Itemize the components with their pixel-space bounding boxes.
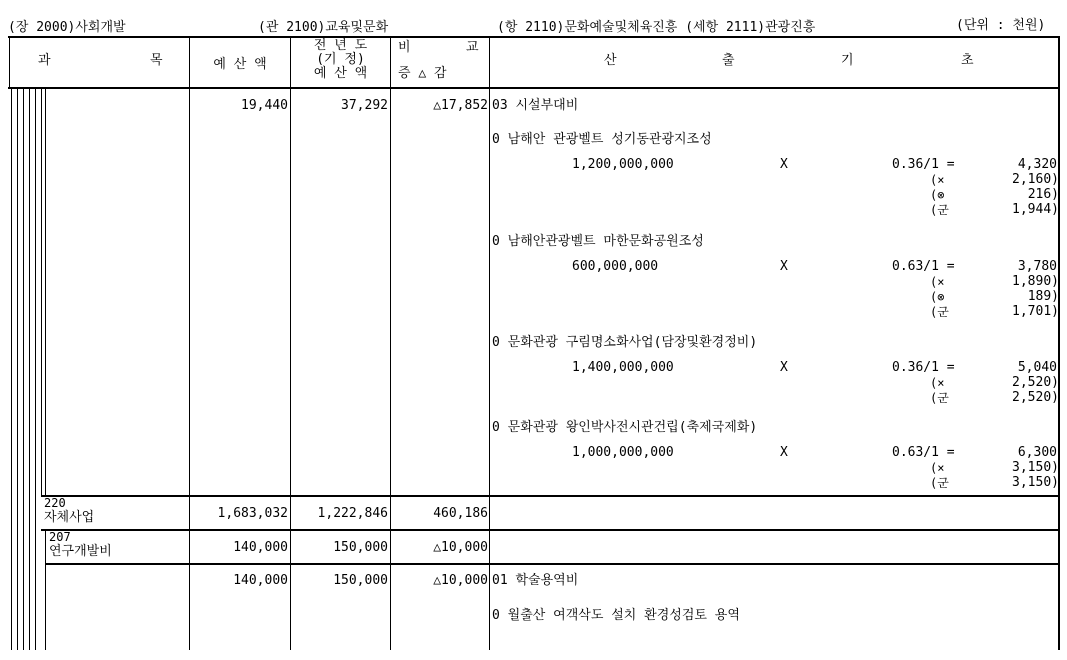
header-cmp-right: 교: [466, 40, 479, 55]
row3-prev: 150,000: [333, 540, 388, 555]
row1-budget: 19,440: [241, 98, 288, 113]
section-label: (관 2100)교육및문화: [258, 20, 389, 35]
nest-line-1: [11, 88, 12, 650]
unit-label: (단위 : 천원): [956, 18, 1046, 33]
item4-amount: 1,000,000,000: [572, 445, 674, 460]
item1-amount: 1,200,000,000: [572, 157, 674, 172]
row3-budget: 140,000: [233, 540, 288, 555]
header-basis-2: 출: [722, 53, 735, 68]
item1-x: X: [780, 157, 788, 172]
header-budget: 예 산 액: [213, 57, 267, 72]
item2-total: 3,780: [1017, 259, 1057, 274]
item4-split1-label: (×: [930, 461, 945, 475]
item2-rate: 0.63/1 =: [892, 259, 955, 274]
row2-diff: 460,186: [433, 506, 488, 521]
item3-split1-label: (×: [930, 376, 945, 390]
item2-split1-label: (×: [930, 275, 945, 289]
header-left-border: [9, 36, 10, 88]
item1-split1-value: 2,160): [1012, 172, 1059, 187]
row3-diff: △10,000: [433, 540, 488, 555]
item4-rate: 0.63/1 =: [892, 445, 955, 460]
header-prev-1: 전 년 도: [313, 38, 368, 53]
item3-x: X: [780, 360, 788, 375]
row4-budget: 140,000: [233, 573, 288, 588]
col-sep-2: [290, 36, 291, 650]
row3-code: 207: [49, 530, 71, 544]
row4-prev: 150,000: [333, 573, 388, 588]
row-sep-201: [45, 563, 1059, 565]
item1-split2-label: (⊗: [930, 188, 945, 202]
item2-split2-label: (⊗: [930, 290, 945, 304]
item2-split1-value: 1,890): [1012, 274, 1059, 289]
row-sep-220: [41, 495, 1059, 497]
nest-line-8: [45, 530, 46, 650]
row4-diff: △10,000: [433, 573, 488, 588]
table-top-border: [8, 36, 1060, 38]
row1-prev: 37,292: [341, 98, 388, 113]
nest-line-3: [23, 88, 24, 650]
item3-amount: 1,400,000,000: [572, 360, 674, 375]
nest-line-5: [35, 88, 36, 650]
item4-split1-value: 3,150): [1012, 460, 1059, 475]
header-cmp-left: 비: [398, 40, 411, 55]
item4-total: 6,300: [1017, 445, 1057, 460]
nest-line-2: [17, 88, 18, 650]
item3-name: 0 문화관광 구림명소화사업(담장및환경정비): [492, 335, 758, 350]
item1-split3-label: (군: [930, 203, 949, 217]
item1-rate: 0.36/1 =: [892, 157, 955, 172]
row1-title: 03 시설부대비: [492, 98, 579, 113]
row2-code: 220: [44, 496, 66, 510]
item1-split1-label: (×: [930, 173, 945, 187]
row4-title: 01 학술용역비: [492, 573, 579, 588]
item2-name: 0 남해안관광벨트 마한문화공원조성: [492, 234, 704, 249]
item1-total: 4,320: [1017, 157, 1057, 172]
item4-split2-label: (군: [930, 476, 949, 490]
item1-name: 0 남해안 관광벨트 성기동관광지조성: [492, 132, 712, 147]
row3-name: 연구개발비: [49, 544, 112, 559]
item2-x: X: [780, 259, 788, 274]
item2-split3-value: 1,701): [1012, 304, 1059, 319]
item3-split2-label: (군: [930, 391, 949, 405]
nest-line-6: [41, 88, 42, 496]
item4-x: X: [780, 445, 788, 460]
item2-split3-label: (군: [930, 305, 949, 319]
row2-name: 자체사업: [44, 510, 95, 525]
item-label: (항 2110)문화예술및체육진흥 (세항 2111)관광진흥: [497, 20, 816, 35]
item1-split3-value: 1,944): [1012, 202, 1059, 217]
header-prev-2: (기 정): [316, 52, 365, 67]
nest-line-7: [45, 88, 46, 496]
item3-rate: 0.36/1 =: [892, 360, 955, 375]
header-subject-left: 과: [38, 53, 51, 68]
header-bottom-border: [8, 87, 1060, 89]
header-basis-3: 기: [841, 53, 854, 68]
col-sep-4: [489, 36, 490, 650]
item2-split2-value: 189): [1027, 289, 1059, 304]
col-sep-1: [189, 36, 190, 650]
table-right-border: [1058, 36, 1060, 650]
row2-budget: 1,683,032: [217, 506, 288, 521]
row2-prev: 1,222,846: [317, 506, 388, 521]
item3-total: 5,040: [1017, 360, 1057, 375]
item3-split2-value: 2,520): [1012, 390, 1059, 405]
col-sep-3: [390, 36, 391, 650]
header-subject-right: 목: [150, 53, 163, 68]
chapter-label: (장 2000)사회개발: [8, 20, 126, 35]
item4-split2-value: 3,150): [1012, 475, 1059, 490]
item4-name: 0 문화관광 왕인박사전시관건립(축제국제화): [492, 420, 758, 435]
header-basis-4: 초: [961, 53, 974, 68]
row1-diff: △17,852: [433, 98, 488, 113]
header-basis-1: 산: [604, 53, 617, 68]
header-cmp-bottom: 증 △ 감: [398, 66, 447, 81]
row-sep-207: [41, 529, 1059, 531]
item1-split2-value: 216): [1027, 187, 1059, 202]
item3-split1-value: 2,520): [1012, 375, 1059, 390]
header-prev-3: 예 산 액: [313, 66, 368, 81]
row4-item: 0 월출산 여객삭도 설치 환경성검토 용역: [492, 608, 740, 623]
nest-line-4: [29, 88, 30, 650]
item2-amount: 600,000,000: [572, 259, 659, 274]
